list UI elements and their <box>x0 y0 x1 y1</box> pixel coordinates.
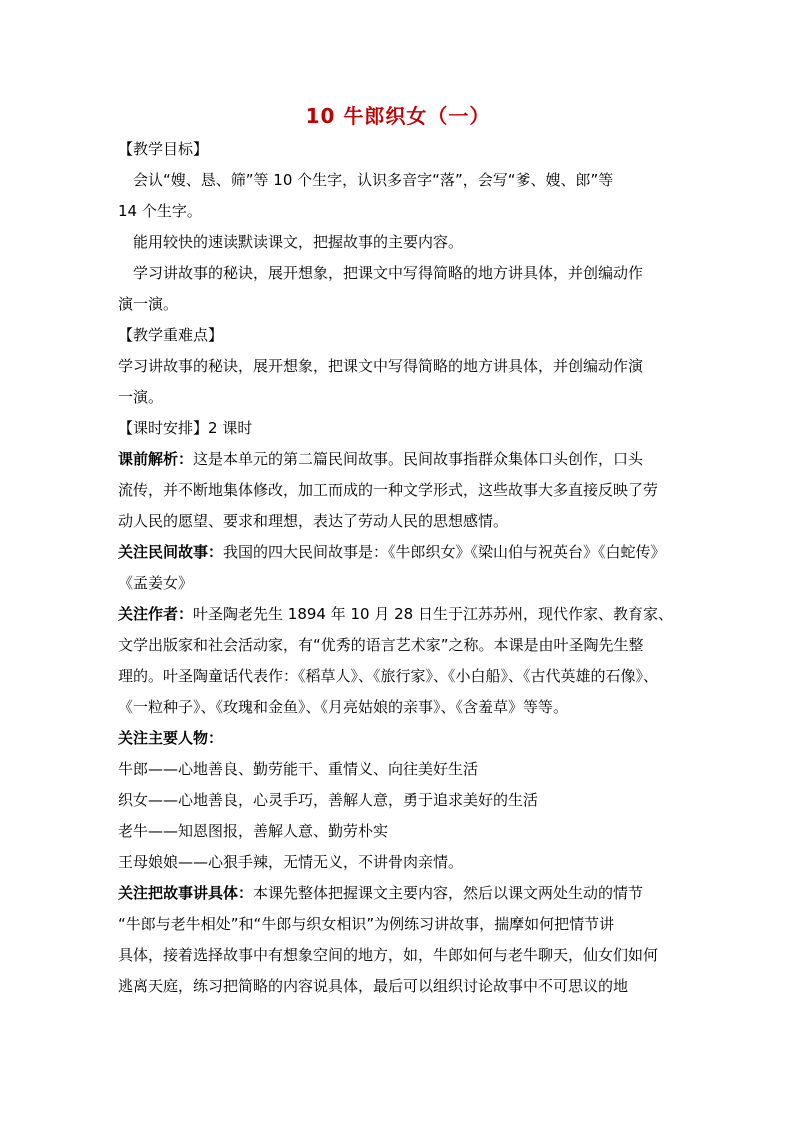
folk-tales-text-1: 我国的四大民间故事是：《牛郎织女》《梁山伯与祝英台》《白蛇传》 <box>223 543 666 561</box>
objective-2-line-1: 能用较快的速读默读课文，把握故事的主要内容。 <box>133 233 464 251</box>
author-line-3: 理的。叶圣陶童话代表作：《稻草人》、《旅行家》、《小白船》、《古代英雄的石像》、 <box>118 667 659 685</box>
folk-tales-line-2: 《孟姜女》 <box>118 574 194 592</box>
analysis-line-3: 动人民的愿望、要求和理想，表达了劳动人民的思想感情。 <box>118 512 509 530</box>
objective-3-line-1: 学习讲故事的秘诀，展开想象，把课文中写得简略的地方讲具体，并创编动作 <box>133 264 644 282</box>
schedule-heading: 【课时安排】 <box>118 419 209 437</box>
document-page <box>118 100 678 1002</box>
author-line-2: 文学出版家和社会活动家，有“优秀的语言艺术家”之称。本课是由叶圣陶先生整 <box>118 636 644 654</box>
analysis-line-1 <box>118 444 678 475</box>
objective-3-line-2: 演一演。 <box>118 295 179 313</box>
analysis-text-1: 这是本单元的第二篇民间故事。民间故事指群众集体口头创作，口头 <box>193 450 644 468</box>
difficulty-heading: 【教学重难点】 <box>118 326 224 344</box>
character-niulang: 牛郎——心地善良、勤劳能干、重情义、向往美好生活 <box>118 760 479 778</box>
author-text-1: 叶圣陶老先生 1894 年 10 月 28 日生于江苏苏州，现代作家、教育家、 <box>193 605 673 623</box>
analysis-line-2: 流传，并不断地集体修改，加工而成的一种文学形式，这些故事大多直接反映了劳 <box>118 481 659 499</box>
storytelling-text-1: 本课先整体把握课文主要内容，然后以课文两处生动的情节 <box>253 884 644 902</box>
storytelling-line-2: “牛郎与老牛相处”和“牛郎与织女相识”为例练习讲故事，揣摩如何把情节讲 <box>118 915 615 933</box>
storytelling-line-1 <box>118 878 678 909</box>
schedule-value: 2 课时 <box>208 419 253 437</box>
analysis-label: 课前解析： <box>118 450 194 468</box>
author-label: 关注作者： <box>118 605 194 623</box>
objective-1-line-2: 14 个生字。 <box>118 202 202 220</box>
characters-label: 关注主要人物： <box>118 729 224 747</box>
character-zhinv: 织女——心地善良，心灵手巧，善解人意，勇于追求美好的生活 <box>118 791 539 809</box>
storytelling-line-3: 具体，接着选择故事中有想象空间的地方，如，牛郎如何与老牛聊天，仙女们如何 <box>118 946 659 964</box>
folk-tales-label: 关注民间故事： <box>118 543 224 561</box>
storytelling-line-4: 逃离天庭，练习把简略的内容说具体，最后可以组织讨论故事中不可思议的地 <box>118 977 629 995</box>
difficulty-line-1: 学习讲故事的秘诀，展开想象，把课文中写得简略的地方讲具体，并创编动作演 <box>118 357 644 375</box>
page-title: 10 牛郎织女（一） <box>305 104 491 128</box>
character-wangmu: 王母娘娘——心狠手辣，无情无义，不讲骨肉亲情。 <box>118 853 464 871</box>
difficulty-line-2: 一演。 <box>118 388 164 406</box>
storytelling-label: 关注把故事讲具体： <box>118 884 254 902</box>
folk-tales-line-1 <box>118 537 678 568</box>
schedule-row <box>118 413 678 444</box>
objectives-heading: 【教学目标】 <box>118 140 209 158</box>
objective-1-line-1: 会认“嫂、恳、筛”等 10 个生字，认识多音字“落”，会写“爹、嫂、郎”等 <box>133 171 614 189</box>
author-line-4: 《一粒种子》、《玫瑰和金鱼》、《月亮姑娘的亲事》、《含羞草》等等。 <box>118 698 569 716</box>
author-line-1 <box>118 599 678 630</box>
character-laoniu: 老牛——知恩图报，善解人意、勤劳朴实 <box>118 822 389 840</box>
